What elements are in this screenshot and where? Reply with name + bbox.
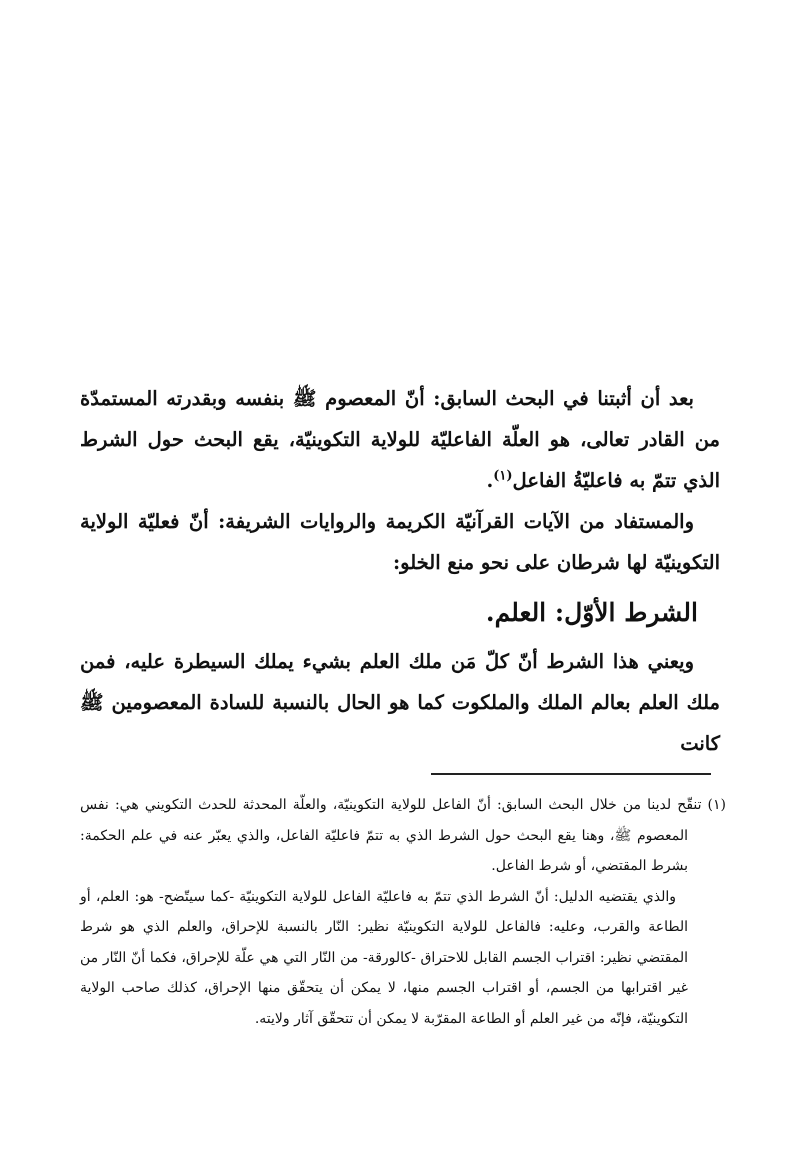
paragraph-2: والمستفاد من الآيات القرآنيّة الكريمة والروايات الشريفة: أنّ فعليّة الولاية التكوينيّة لها شرطان على نحو منع الخلو: <box>80 510 720 574</box>
footnote-number: (١) <box>707 797 726 813</box>
paragraph-1-tail: . <box>486 469 494 492</box>
paragraph-3: ويعني هذا الشرط أنّ كلّ مَن ملك العلم بشيء يملك السيطرة عليه، فمن ملك العلم بعالم الملك والملكوت كما هو الحال بالنسبة للسادة المعصومين ﷺ كانت <box>80 650 720 755</box>
main-text <box>80 378 720 764</box>
footnote-reference: (١) <box>493 468 513 484</box>
paragraph-1 <box>80 378 720 501</box>
section-heading: الشرط الأوّل: العلم. <box>485 598 698 627</box>
footnote-1 <box>80 790 726 882</box>
footnote-1-text: تنقّح لدينا من خلال البحث السابق: أنّ الفاعل للولاية التكوينيّة، والعلّة المحدثة للحدث التكويني هي: نفس المعصوم ﷺ، وهنا يقع البحث حول الشرط الذي به تتمّ فاعليّة الفاعل، والذي يعبّر عنه في علم الحكمة: بشرط المقتضي، أو شرط الفاعل. <box>80 797 702 874</box>
footnote-1-continuation: والذي يقتضيه الدليل: أنّ الشرط الذي تتمّ به فاعليّة الفاعل للولاية التكوينيّة -كما سيتّضح- هو: العلم، أو الطاعة والقرب، وعليه: فالفاعل للولاية التكوينيّة نظير: النّار بالنسبة للإحراق، والعلم الذي هو شرط المقتضي نظير: اقتراب الجسم القابل للاحتراق -كالورقة- من النّار التي هي علّة للإحراق، فكما أنّ النّار من غير اقترابها من الجسم، أو اقتراب الجسم منها، لا يمكن أن يتحقّق منها الإحراق، كذلك صاحب الولاية التكوينيّة، فإنّه من غير العلم أو الطاعة المقرّبة لا يمكن أن تتحقّق آثار ولايته. <box>80 888 688 1027</box>
paragraph-1-text: بعد أن أثبتنا في البحث السابق: أنّ المعصوم ﷺ بنفسه وبقدرته المستمدّة من القادر تعالى، هو العلّة الفاعليّة للولاية التكوينيّة، يقع البحث حول الشرط الذي تتمّ به فاعليّةُ الفاعل <box>80 387 720 492</box>
footnotes <box>80 790 726 1034</box>
footnote-divider <box>431 773 711 775</box>
